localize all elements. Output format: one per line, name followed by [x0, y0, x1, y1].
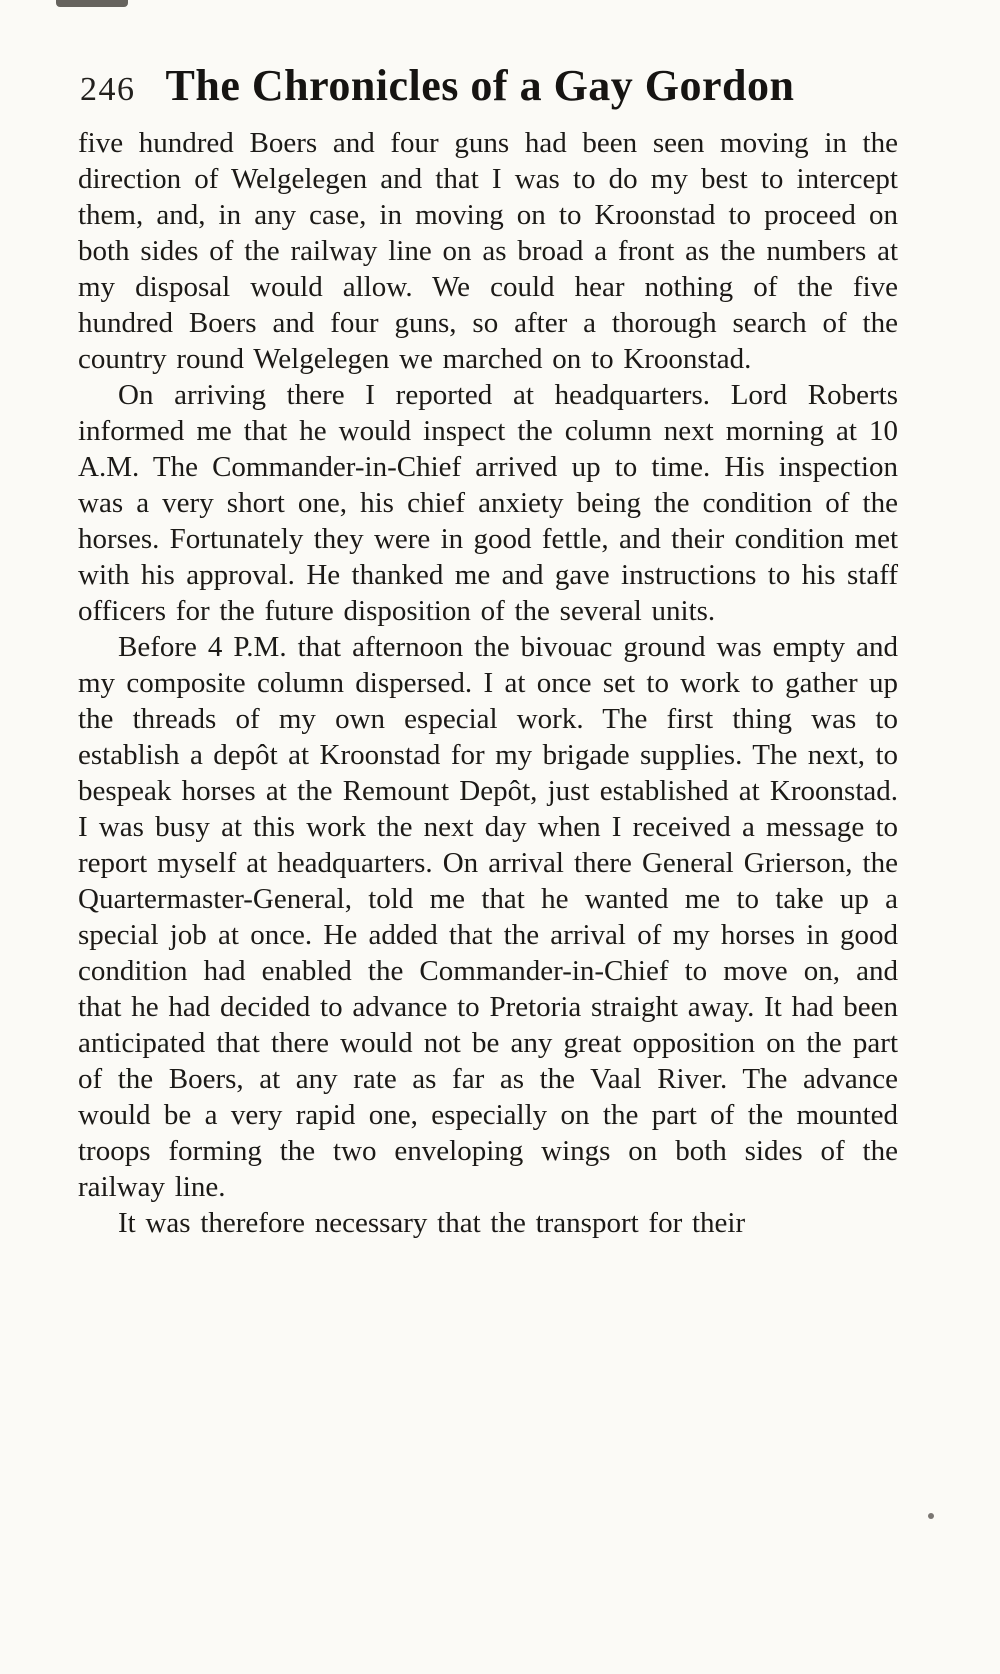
scan-artifact	[928, 1513, 934, 1519]
paragraph: five hundred Boers and four guns had been seen moving in the direction of Welgelegen and that I was to do my best to intercept them, and, in any case, in moving on to Kroonstad to proceed on both sides of the railway line on as broad a front as the numbers at my disposal would allow. We could hear nothing of the five hundred Boers and four guns, so after a thorough search of the country round Welgelegen we marched on to Kroonstad.	[78, 127, 898, 375]
paragraph: On arriving there I reported at headquarters. Lord Roberts informed me that he would inspect the column next morning at 10 A.M. The Commander-in-Chief arrived up to time. His inspection was a very short one, his chief anxiety being the condition of the horses. Fortunately they were in good fettle, and their condition met with his approval. He thanked me and gave instructions to his staff officers for the future disposition of the several units.	[78, 379, 898, 627]
page-body	[78, 125, 898, 1241]
page-title: The Chronicles of a Gay Gordon	[165, 61, 795, 110]
paragraph: It was therefore necessary that the transport for their	[118, 1207, 746, 1239]
paragraph: Before 4 P.M. that afternoon the bivouac ground was empty and my composite column dispersed. I at once set to work to gather up the threads of my own especial work. The first thing was to establish a depôt at Kroonstad for my brigade supplies. The next, to bespeak horses at the Remount Depôt, just established at Kroonstad. I was busy at this work the next day when I received a message to report myself at headquarters. On arrival there General Grierson, the Quartermaster-General, told me that he wanted me to take up a special job at once. He added that the arrival of my horses in good condition had enabled the Commander-in-Chief to move on, and that he had decided to advance to Pretoria straight away. It had been anticipated that there would not be any great opposition on the part of the Boers, at any rate as far as the Vaal River. The advance would be a very rapid one, especially on the part of the mounted troops forming the two enveloping wings on both sides of the railway line.	[78, 631, 898, 1203]
page-number: 246	[80, 71, 136, 108]
scan-artifact	[56, 0, 128, 7]
page-header	[80, 60, 898, 111]
